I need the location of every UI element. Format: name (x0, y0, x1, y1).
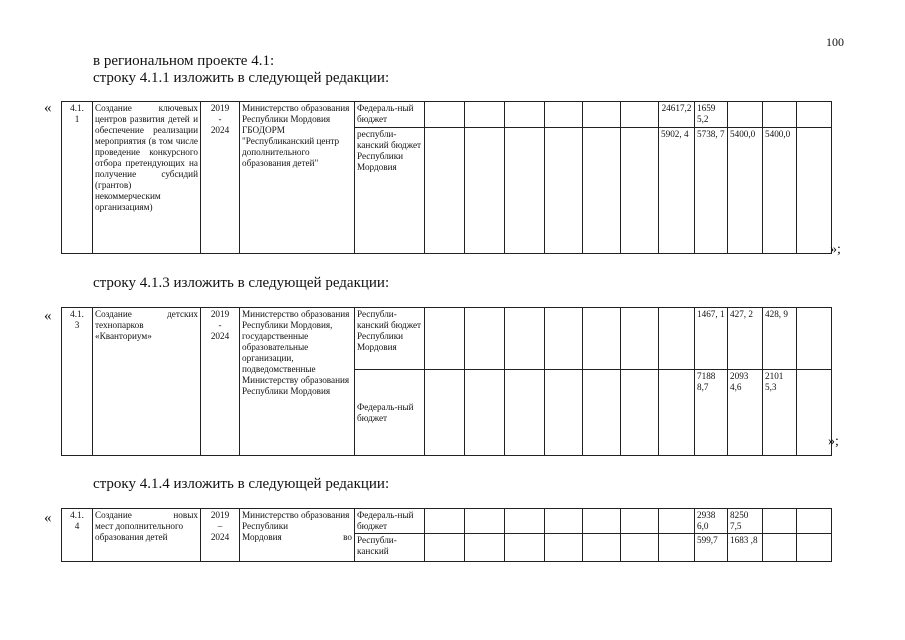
empty-cell (425, 534, 465, 562)
close-quote: »; (828, 434, 839, 449)
executor (240, 509, 355, 562)
years-cell (201, 102, 240, 254)
open-quote: « (44, 510, 52, 526)
empty-cell (465, 308, 505, 370)
amount-cell: 5400,0 (763, 128, 797, 254)
funding-source: Республи-канский (355, 534, 425, 562)
amount-cell: 2093 4,6 (728, 370, 763, 456)
empty-cell (583, 370, 621, 456)
empty-cell (545, 370, 583, 456)
section-heading-4-1-3: строку 4.1.3 изложить в следующей редакции: (93, 275, 390, 291)
event-name-first-word: Создание (95, 309, 132, 319)
event-name-first-word: Создание (95, 510, 132, 520)
empty-cell (425, 128, 465, 254)
open-quote: « (44, 100, 52, 116)
empty-cell (797, 308, 832, 370)
amount-cell: 1467, 1 (695, 308, 728, 370)
amount-cell: 5738, 7 (695, 128, 728, 254)
empty-cell (505, 534, 545, 562)
empty-cell (621, 509, 659, 534)
intro-line: в региональном проекте 4.1: (93, 53, 275, 69)
close-quote: »; (830, 242, 841, 257)
amount-cell (728, 102, 763, 128)
empty-cell (583, 509, 621, 534)
executor: Министерство образования Республики Мордовия, государственные образовательные организации, подведомственные Министерству образования Республики Мордовия (240, 308, 355, 456)
empty-cell (505, 509, 545, 534)
amount-cell: 5400,0 (728, 128, 763, 254)
amount-cell: 428, 9 (763, 308, 797, 370)
page-number: 100 (826, 35, 844, 49)
empty-cell (545, 534, 583, 562)
empty-cell (545, 509, 583, 534)
funding-source: Федераль-ный бюджет (355, 509, 425, 534)
years-dash: - (218, 114, 222, 124)
table-row-4-1-4 (61, 508, 832, 562)
empty-cell (621, 128, 659, 254)
empty-cell (659, 509, 695, 534)
empty-cell (797, 370, 832, 456)
empty-cell (425, 102, 465, 128)
row-number: 4.1. 3 (62, 308, 93, 456)
empty-cell (505, 370, 545, 456)
empty-cell (659, 308, 695, 370)
funding-source: Федераль-ный бюджет (355, 102, 425, 128)
funding-source: республи-канский бюджет Республики Мордовия (355, 128, 425, 254)
empty-cell (505, 128, 545, 254)
empty-cell (763, 509, 797, 534)
empty-cell (583, 308, 621, 370)
empty-cell (583, 534, 621, 562)
amount-cell: 2938 6,0 (695, 509, 728, 534)
event-name-rest: мест дополнительного образования детей (95, 521, 184, 542)
empty-cell (797, 509, 832, 534)
empty-cell (659, 534, 695, 562)
table-row-4-1-3 (61, 307, 832, 456)
row-number: 4.1. 4 (62, 509, 93, 562)
empty-cell (425, 370, 465, 456)
empty-cell (545, 128, 583, 254)
amount-cell: 5902, 4 (659, 128, 695, 254)
years-start: 2019 (210, 510, 230, 520)
empty-cell (621, 534, 659, 562)
empty-cell (583, 102, 621, 128)
amount-cell: 599,7 (695, 534, 728, 562)
executor-region: Мордовия (242, 532, 282, 542)
empty-cell (797, 128, 832, 254)
event-name: Создание ключевых центров развития детей и обеспечение реализации мероприятия (в том числе проведение конкурсного отбора претендующих на получение субсидий (грантов) некоммерческим организациям) (93, 102, 201, 254)
amount-cell: 2101 5,3 (763, 370, 797, 456)
section-heading-4-1-1: строку 4.1.1 изложить в следующей редакции: (93, 70, 390, 86)
open-quote: « (44, 308, 52, 324)
years-cell (201, 509, 240, 562)
event-name-rest: технопарков «Кванториум» (95, 320, 152, 341)
empty-cell (545, 102, 583, 128)
empty-cell (465, 102, 505, 128)
event-name-second-word: детских (167, 309, 198, 319)
section-heading-4-1-4: строку 4.1.4 изложить в следующей редакции: (93, 476, 390, 492)
years-end: 2024 (210, 532, 230, 542)
empty-cell (797, 102, 832, 128)
years-end: 2024 (210, 125, 230, 135)
empty-cell (505, 308, 545, 370)
years-end: 2024 (210, 331, 230, 341)
years-start: 2019 (210, 103, 230, 113)
empty-cell (505, 102, 545, 128)
empty-cell (621, 308, 659, 370)
empty-cell (465, 509, 505, 534)
row-number: 4.1. 1 (62, 102, 93, 254)
amount-cell: 1659 5,2 (695, 102, 728, 128)
executor-main: Министерство образования Республики (242, 510, 350, 531)
empty-cell (763, 534, 797, 562)
empty-cell (621, 370, 659, 456)
empty-cell (545, 308, 583, 370)
empty-cell (425, 308, 465, 370)
amount-cell: 7188 8,7 (695, 370, 728, 456)
event-name-second-word: новых (173, 510, 198, 520)
years-cell (201, 308, 240, 456)
years-dash: – (217, 521, 223, 531)
amount-cell (763, 102, 797, 128)
funding-source: Федераль-ный бюджет (355, 370, 425, 456)
empty-cell (425, 509, 465, 534)
funding-source: Республи-канский бюджет Республики Мордовия (355, 308, 425, 370)
years-start: 2019 (210, 309, 230, 319)
table-row-4-1-1 (61, 101, 832, 254)
amount-cell: 1683 ,8 (728, 534, 763, 562)
empty-cell (621, 102, 659, 128)
empty-cell (465, 534, 505, 562)
amount-cell: 8250 7,5 (728, 509, 763, 534)
empty-cell (465, 128, 505, 254)
amount-cell: 427, 2 (728, 308, 763, 370)
event-name (93, 308, 201, 456)
amount-cell: 24617,2 (659, 102, 695, 128)
years-dash: - (218, 320, 222, 330)
empty-cell (659, 370, 695, 456)
empty-cell (583, 128, 621, 254)
empty-cell (797, 534, 832, 562)
event-name (93, 509, 201, 562)
executor-preposition: во (343, 532, 352, 542)
executor: Министерство образования Республики Мордовия ГБОДОРМ "Республиканский центр дополнительного образования детей" (240, 102, 355, 254)
empty-cell (465, 370, 505, 456)
